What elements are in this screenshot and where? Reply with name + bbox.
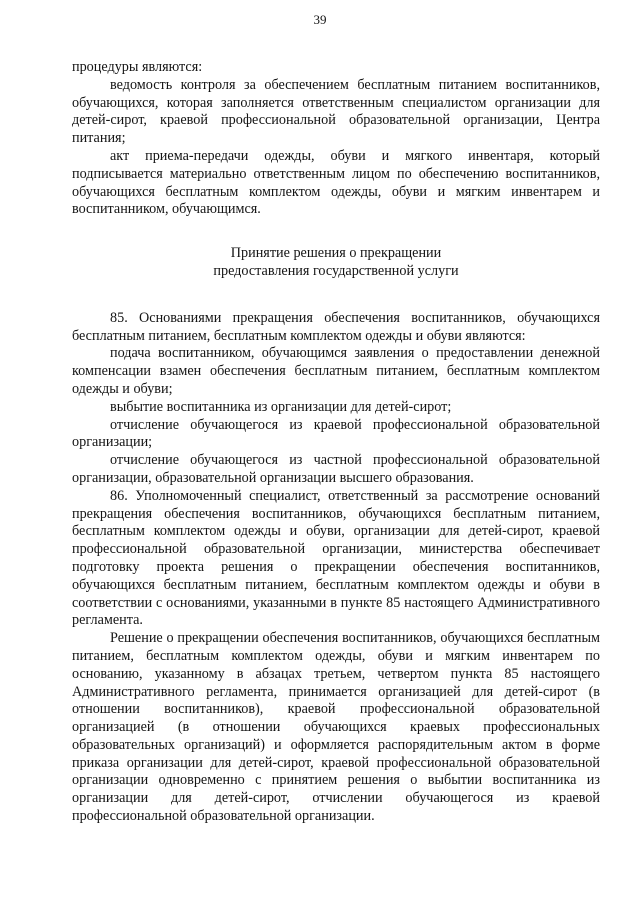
paragraph-ground-departure: выбытие воспитанника из организации для детей-сирот; [110,398,452,415]
section-heading-line-2: предоставления государственной услуги [213,262,459,279]
paragraph-lead: процедуры являются: [72,59,203,75]
section-heading [72,245,600,281]
paragraph-86: 86. Уполномоченный специалист, ответственный за рассмотрение оснований прекращения обеспечения воспитанников, обучающихся бесплатным питанием, бесплатным комплектом одежды и обуви, организации для детей-сирот, краевой профессиональной образовательной организации, министерства обеспечивает подготовку проекта решения о прекращении обеспечения воспитанников, обучающихся бесплатным питанием, бесплатным комплектом одежды и обуви в соответствии с основаниями, указанными в пункте 85 настоящего Административного регламента. [72,487,600,629]
paragraph-transfer-act: акт приема-передачи одежды, обуви и мягкого инвентаря, который подписывается материально ответственным лицом по обеспечению воспитанников, обучающихся бесплатным комплектом одежды, обуви и мягким инвентарем и воспитанником, обучающимся. [72,147,600,218]
paragraph-ground-expulsion-private: отчисление обучающегося из частной профессиональной образовательной организации, образовательной организации высшего образования. [72,452,600,486]
paragraph-ground-compensation: подача воспитанником, обучающимся заявления о предоставлении денежной компенсации взамен обеспечения бесплатным питанием, бесплатным комплектом одежды и обуви; [72,345,600,397]
paragraph-decision: Решение о прекращении обеспечения воспитанников, обучающихся бесплатным питанием, бесплатным комплектом одежды, обуви и мягким инвентарем по основанию, указанному в абзацах третьем, четвертом пункта 85 настоящего Административного регламента, принимается организацией для детей-сирот (в отношении воспитанников), краевой профессиональной образовательной организацией (в отношении обучающихся краевых профессиональных образовательных организаций) и оформляется распорядительным актом в форме приказа организации для детей-сирот, краевой профессиональной образовательной организации одновременно с принятием решения о выбытии воспитанника из организации для детей-сирот, отчислении обучающегося из краевой профессиональной образовательной организации. [72,630,600,825]
paragraph-ground-expulsion-regional: отчисление обучающегося из краевой профессиональной образовательной организации; [72,416,600,451]
page-number: 39 [313,12,327,27]
paragraph-85: 85. Основаниями прекращения обеспечения воспитанников, обучающихся бесплатным питанием, бесплатным комплектом одежды и обуви являются: [72,309,600,344]
paragraph-control-sheet: ведомость контроля за обеспечением бесплатным питанием воспитанников, обучающихся, которая заполняется ответственным специалистом организации для детей-сирот, краевой профессиональной образовательной организации, Центра питания; [72,76,600,147]
document-body [72,59,600,826]
section-heading-line-1: Принятие решения о прекращении [230,245,442,262]
